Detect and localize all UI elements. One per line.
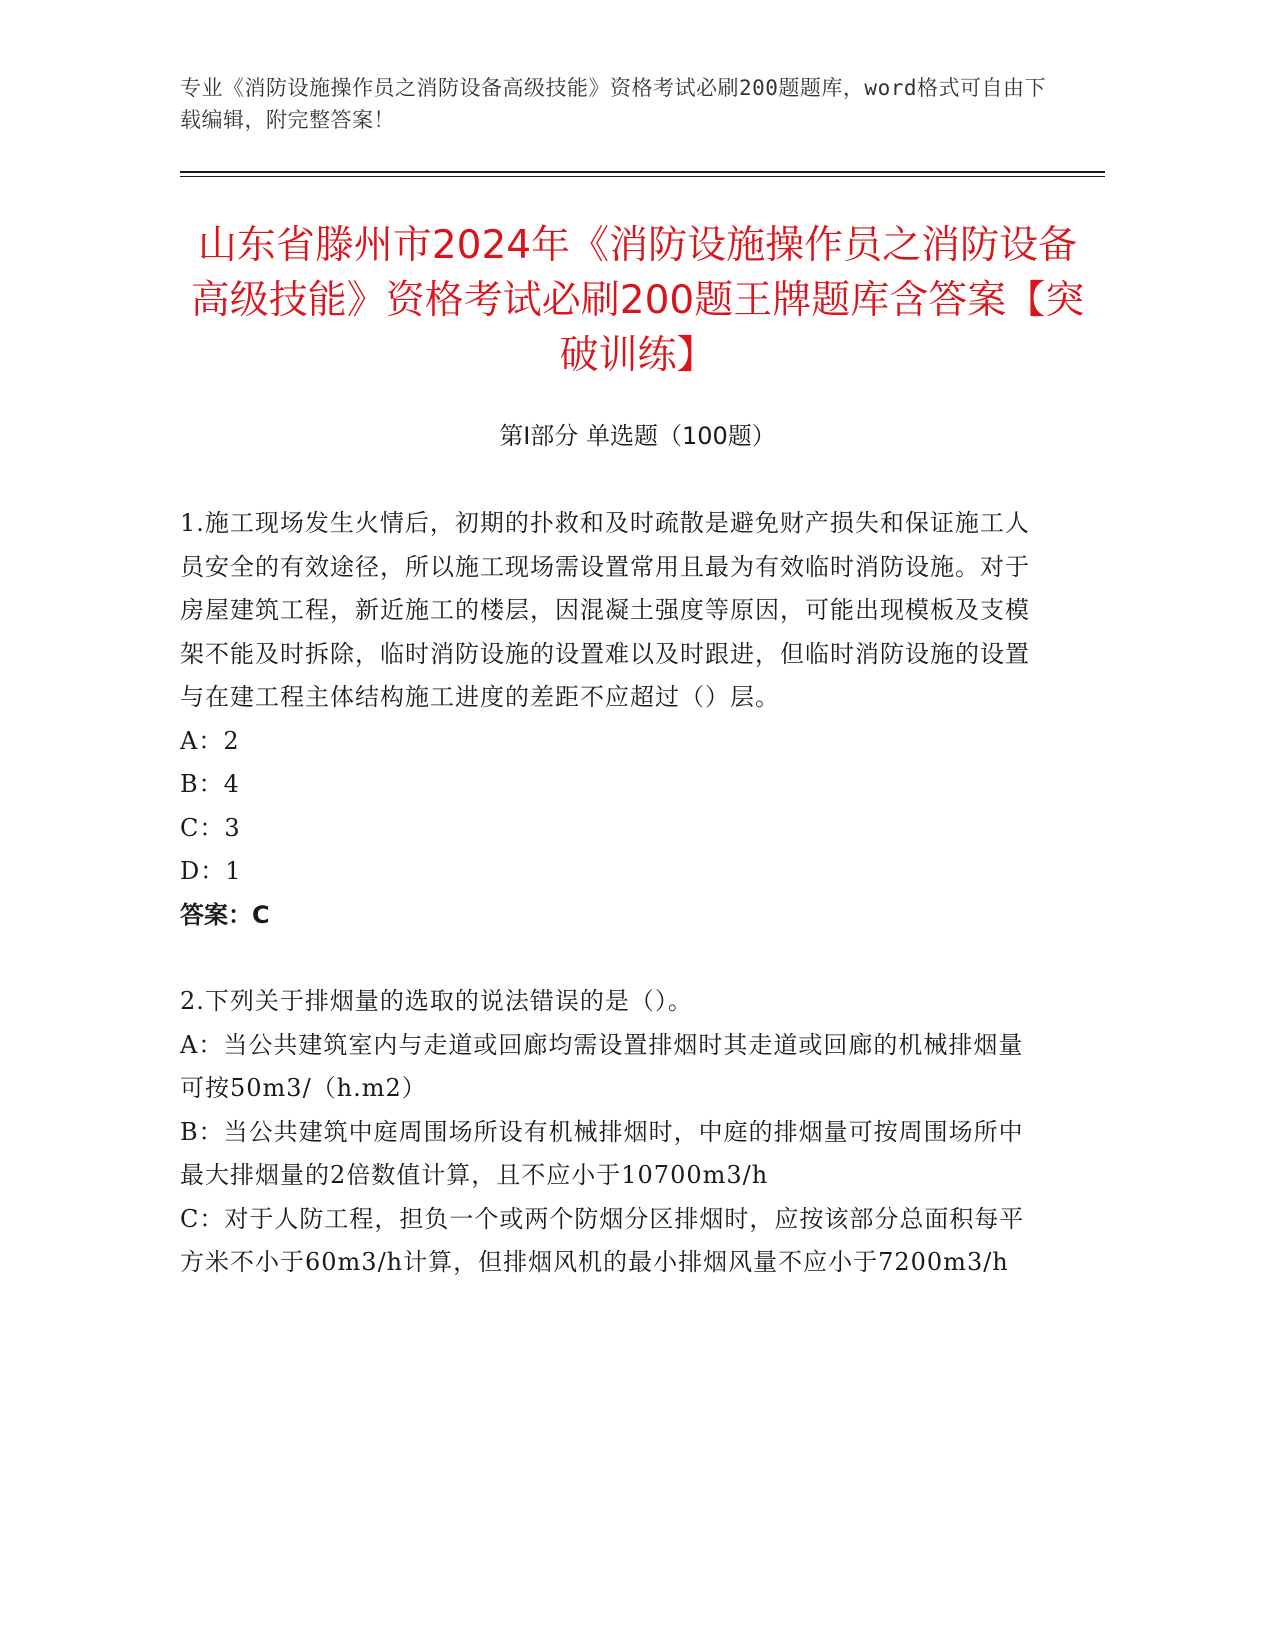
- option-c: C：3: [180, 813, 241, 842]
- question-stem: 2.下列关于排烟量的选取的说法错误的是（）。: [180, 987, 693, 1015]
- option-a: A：当公共建筑室内与走道或回廊均需设置排烟时其走道或回廊的机械排烟量可按50m3/（h.m2）: [180, 1030, 1024, 1102]
- option-b: B：当公共建筑中庭周围场所设有机械排烟时，中庭的排烟量可按周围场所中最大排烟量的2倍数值计算，且不应小于10700m3/h: [180, 1117, 1024, 1189]
- question-list: [180, 502, 1040, 1285]
- question-1: [180, 502, 1040, 937]
- document-title: 山东省滕州市2024年《消防设施操作员之消防设备高级技能》资格考试必刷200题王牌题库含答案【突破训练】: [190, 223, 1085, 378]
- answer-line: 答案：C: [180, 900, 270, 929]
- option-d: D：1: [180, 857, 242, 885]
- question-stem: 1.施工现场发生火情后，初期的扑救和及时疏散是避免财产损失和保证施工人员安全的有效途径，所以施工现场需设置常用且最为有效临时消防设施。对于房屋建筑工程，新近施工的楼层，因混凝土强度等原因，可能出现模板及支模架不能及时拆除，临时消防设施的设置难以及时跟进，但临时消防设施的设置与在建工程主体结构施工进度的差距不应超过（）层。: [180, 509, 1030, 711]
- option-b: B：4: [180, 770, 240, 798]
- option-c: C：对于人防工程，担负一个或两个防烟分区排烟时，应按该部分总面积每平方米不小于60m3/h计算，但排烟风机的最小排烟风量不应小于7200m3/h: [180, 1204, 1025, 1276]
- header-note: 专业《消防设施操作员之消防设备高级技能》资格考试必刷200题题库，word格式可自由下载编辑，附完整答案！: [180, 76, 1046, 132]
- header-rule-thick: [180, 171, 1105, 173]
- question-2: [180, 980, 1040, 1285]
- header-rule-thin: [180, 176, 1105, 177]
- section-heading: 第I部分 单选题（100题）: [499, 422, 776, 450]
- option-a: A：2: [180, 726, 240, 755]
